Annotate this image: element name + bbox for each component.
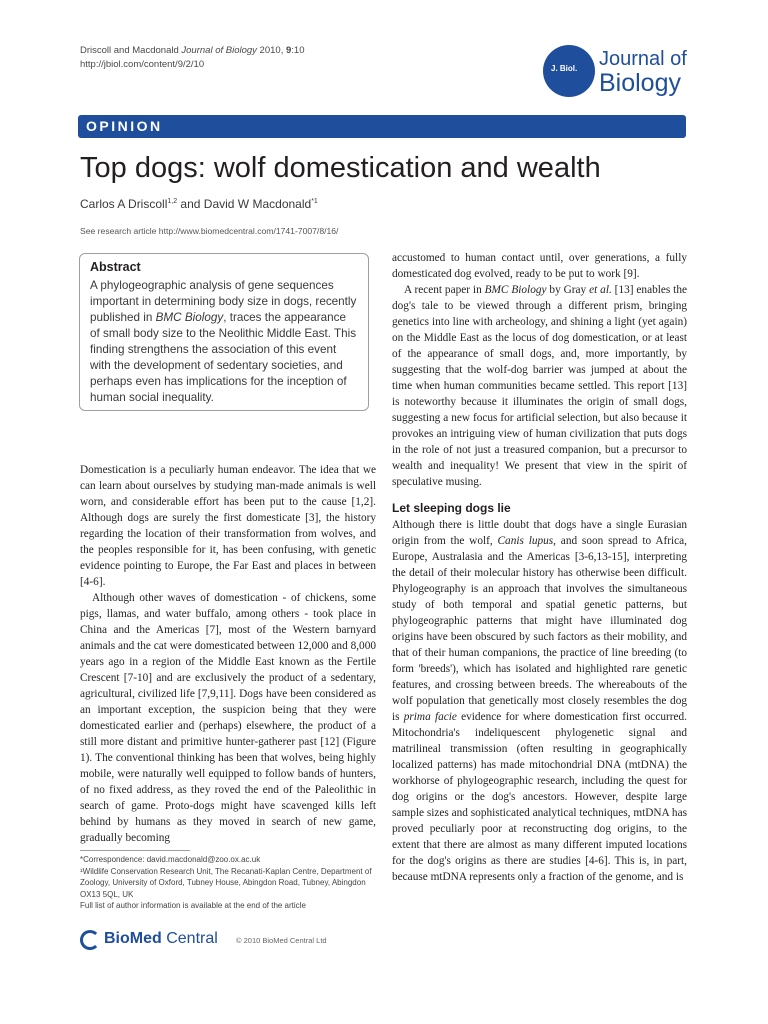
citation-authors: Driscoll and Macdonald [80, 45, 182, 56]
section-label: OPINION [86, 118, 163, 134]
abstract-text-italic: BMC Biology [155, 311, 224, 324]
body-text-segment: , and soon spread to Africa, Europe, Australasia and the Americas [3-6,13-15], interpreting the detail of their molecular history has otherwise been difficult. Phylogeography is an approach that involves the simultaneous study of both temporal and spatial genetic patterns, but phylogeographic patterns that might have illuminated dog origins have been obscured by such factors as their mobility, and that of their human companions, the practice of line breeding (to form 'breeds'), which has isolated and highlighted rare genetic features, and crossing between breeds. The whereabouts of the wolf population that genetically most closely resembles the dog is [392, 535, 688, 723]
author-affiliation-marker: *1 [311, 198, 318, 205]
body-text-italic: BMC Biology [484, 284, 547, 296]
biomed-central-wordmark-light: Central [161, 930, 218, 947]
citation-year: 2010, [256, 45, 286, 56]
author-list [80, 197, 318, 211]
body-text-italic: et al. [589, 284, 612, 296]
body-text-italic: Canis lupus [497, 535, 554, 547]
citation-page: :10 [291, 45, 305, 56]
body-paragraph: Domestication is a peculiarly human endeavor. The idea that we can learn about ourselves by studying man-made animals is well worn, and considerable effort has been put to the cause [1,2]. Although dogs are surely the first domesticate [3], the history regarding the location of their transformation from wolves, and the peoples responsible for it, has been confusing, with genetic evidence pointing to Europe, the Far East and places in between [4-6]. [80, 464, 376, 588]
abstract-text-segment: , traces the appearance of small body size to the Neolithic Middle East. This finding strengthens the association of this event with the development of sedentary societies, and perhaps even has implications for the inception of human social inequality. [90, 311, 357, 404]
abstract-text-segment: A phylogeographic analysis of gene sequences important in determining body size in dogs, recently published in [90, 279, 357, 324]
body-column-left [80, 462, 376, 846]
correspondence-note: *Correspondence: david.macdonald@zoo.ox.ac.uk [80, 855, 261, 864]
abstract-heading: Abstract [90, 260, 141, 274]
body-text-segment: evidence for where domestication first occurred. Mitochondria's indeliquescent phylogenetic signal and matrilineal transmission (often resulting in geographically localized patterns) has made mitochondrial DNA (mtDNA) the workhorse of phylogeographic research, including the quest for dog origins or the dog's ancestors. However, despite large sample sizes and sophisticated analytical techniques, mtDNA has proved peculiarly poor at reconstructing dog origins, to the extent that there are almost as many different imputed locations for the dog's origins as there are studies [4-6]. This is, in part, because mtDNA represents only a fraction of the genome, and is [392, 711, 687, 883]
abstract-text [90, 278, 358, 406]
section-heading: Let sleeping dogs lie [392, 501, 511, 515]
article-title: Top dogs: wolf domestication and wealth [80, 152, 601, 184]
author-affiliation-marker: 1,2 [167, 198, 178, 205]
footnote-divider [80, 850, 190, 851]
citation-header [80, 44, 305, 72]
journal-logo-mark-text: J. Biol. [551, 64, 578, 73]
citation-journal: Journal of Biology [181, 45, 257, 56]
journal-of-biology-logo[interactable] [543, 45, 693, 100]
biomed-central-ring-icon [80, 930, 100, 950]
journal-logo-word-2: Biology [599, 69, 681, 97]
biomed-central-logo[interactable] [80, 928, 240, 956]
citation-url[interactable]: http://jbiol.com/content/9/2/10 [80, 59, 205, 70]
citation-line [80, 44, 305, 58]
body-text-segment: Although there is little doubt that dogs have a single Eurasian origin from the wolf, [392, 519, 687, 547]
body-text-italic: prima facie [403, 711, 457, 723]
body-text-segment: A recent paper in [404, 284, 485, 296]
author-info-note: Full list of author information is available at the end of the article [80, 901, 306, 910]
see-research-link[interactable]: See research article http://www.biomedcentral.com/1741-7007/8/16/ [80, 226, 339, 236]
author-name: David W Macdonald [203, 197, 312, 211]
section-banner [78, 115, 686, 138]
abstract-box [79, 253, 369, 411]
body-paragraph [392, 282, 687, 490]
body-paragraph: accustomed to human contact until, over generations, a fully domesticated dog evolved, ready to be put to work [9]. [392, 252, 687, 280]
biomed-central-wordmark-bold: BioMed [104, 930, 162, 947]
body-text-segment: [13] enables the dog's tale to be viewed through a different prism, bringing genetics into line with archeology, and shining a light (yet again) on the Middle East as the locus of dog domestication, or at least of the appearance of small dogs, and, more importantly, by suggesting that the wolf-dog barrier was jumped at about the time when human communities became settled. This report [13] is noteworthy because it illuminates the origin of small dogs, suggesting a new focus for artificial selection, but also because it provokes an intriguing view of human civilization that puts dogs in the role of not just a treasured companion, but a precursor to wealth and inequality! We present that view in the spirit of speculative musing. [392, 284, 687, 488]
author-conjunction: and [177, 197, 204, 211]
copyright-notice: © 2010 BioMed Central Ltd [236, 936, 327, 945]
body-text-segment: by Gray [546, 284, 590, 296]
biomed-central-wordmark [104, 930, 218, 948]
author-name: Carlos A Driscoll [80, 197, 168, 211]
journal-logo-word-1: Journal of [599, 48, 687, 70]
body-paragraph [392, 517, 687, 885]
affiliation-note: ¹Wildlife Conservation Research Unit, The Recanati-Kaplan Centre, Department of Zoology, University of Oxford, Tubney House, Abingdon Road, Tubney, Abingdon OX13 5QL, UK [80, 866, 372, 899]
footnotes [80, 854, 376, 912]
body-column-right [392, 250, 687, 885]
citation-volume: 9 [285, 45, 292, 56]
body-paragraph: Although other waves of domestication - of chickens, some pigs, llamas, and water buffalo, among others - took place in China and the Americas [7], most of the Western barnyard animals and the cat were domesticated between 12,000 and 8,000 years ago in a region of the Middle East known as the Fertile Crescent [7-10] and are exclusively the product of a sedentary, agricultural, civilized life [7,9,11]. Dogs have been considered as an important exception, the suspicion being that they were domesticated earlier and (perhaps) elsewhere, the product of a still more distant and primitive hunter-gatherer past [12] (Figure 1). The conventional thinking has been that wolves, being highly mobile, were naturally well equipped to follow bands of hunters, of no fixed address, as they roved the end of the Paleolithic in search of game. Proto-dogs might have scavenged kills left behind by humans as they moved in search of new game, gradually becoming [80, 592, 376, 844]
